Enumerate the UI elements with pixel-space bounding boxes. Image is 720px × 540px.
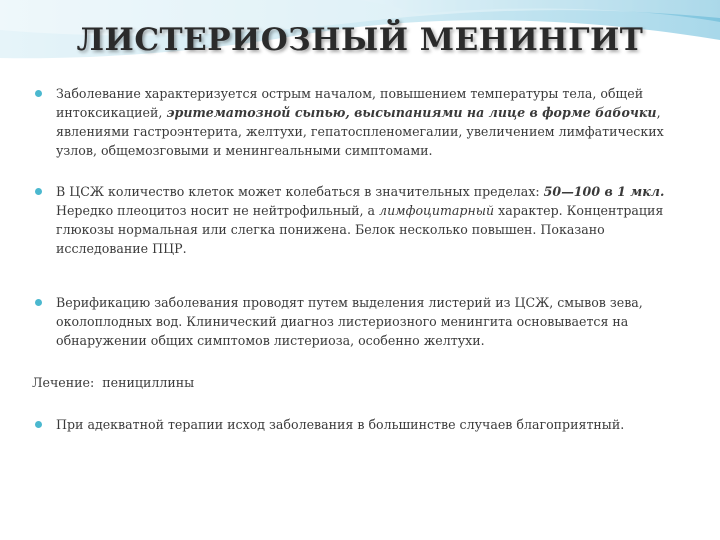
text-run: Лечение: пенициллины [32, 375, 195, 390]
page-title: ЛИСТЕРИОЗНЫЙ МЕНИНГИТ [76, 22, 644, 58]
text-run: , явлениями гастроэнтерита, желтухи, гепатоспленомегалии, увеличением лимфатических узлов, общемозговыми и менингеальными симптомами. [56, 105, 664, 158]
text-run: Верификацию заболевания проводят путем выделения листерий из ЦСЖ, смывов зева, околоплодных вод. Клинический диагноз листериозного менингита основывается на обнаружении общих симптомов листериоза, особенно желтухи. [56, 295, 643, 348]
list-item [32, 182, 668, 258]
text-run: При адекватной терапии исход заболевания в большинстве случаев благоприятный. [56, 417, 625, 432]
content [32, 84, 668, 434]
text-run: Нередко плеоцитоз носит не нейтрофильный, а [56, 203, 380, 218]
list-item [32, 84, 668, 160]
text-run-emphasis: 50—100 в 1 мкл. [543, 184, 665, 199]
text-run: В ЦСЖ количество клеток может колебаться в значительных пределах: [56, 184, 544, 199]
text-run: характер. Концентрация глюкозы нормальная или слегка понижена. Белок несколько повышен. Показано исследование ПЦР. [56, 203, 664, 256]
text-run-emphasis: эритематозной сыпью, высыпаниями на лице в форме бабочки [166, 105, 657, 120]
text-run: Заболевание характеризуется острым началом, повышением температуры тела, общей интоксикацией, [56, 86, 644, 120]
list-item [32, 415, 668, 434]
treatment-line [32, 373, 668, 392]
list-item [32, 293, 668, 350]
text-run-italic: лимфоцитарный [379, 203, 495, 218]
